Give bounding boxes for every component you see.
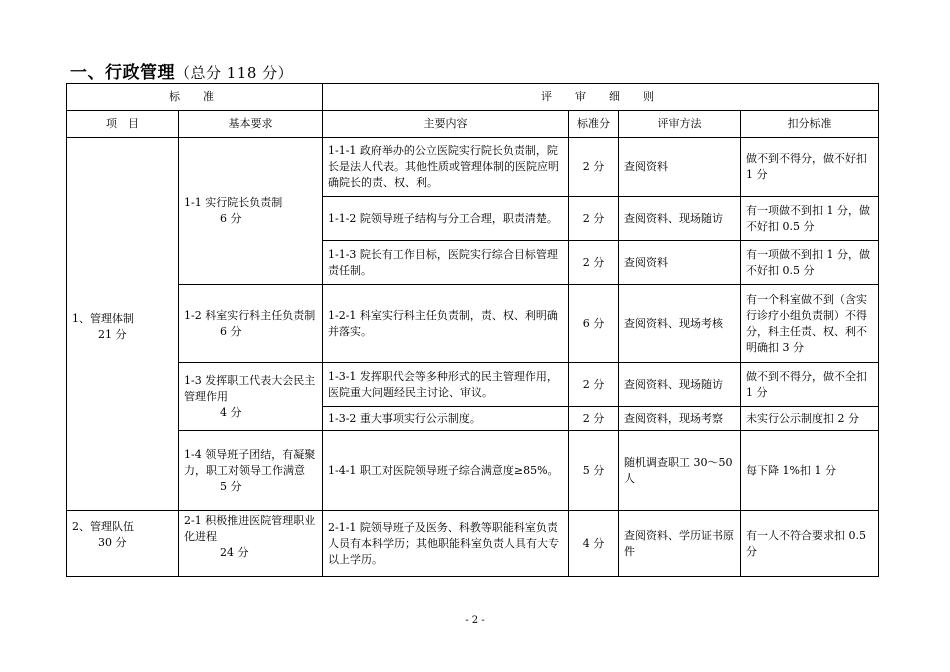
requirement-score: 5 分 [220,479,242,493]
header-content: 主要内容 [323,111,569,138]
header-requirement: 基本要求 [179,111,323,138]
table-row [67,431,879,511]
title-total-score: （总分 118 分） [175,64,294,82]
content-cell: 1-1-3 院长有工作目标，医院实行综合目标管理责任制。 [323,241,569,285]
table-row [67,363,879,407]
deduct-cell: 有一项做不到扣 1 分，做不好扣 0.5 分 [741,197,879,241]
requirement-score: 6 分 [220,324,242,338]
header-review-details: 评 审 细 则 [323,84,879,111]
table-header-group-row [67,84,879,111]
item-cell [67,138,179,511]
content-cell: 1-1-2 院领导班子结构与分工合理，职责清楚。 [323,197,569,241]
score-cell: 2 分 [569,138,619,197]
content-cell: 1-4-1 职工对医院领导班子综合满意度≥85%。 [323,431,569,511]
requirement-cell [179,138,323,285]
method-cell: 随机调查职工 30～50 人 [619,431,741,511]
requirement-name: 1-4 领导班子团结，有凝聚力，职工对领导工作满意 [184,447,316,477]
table-header-row [67,111,879,138]
score-cell: 2 分 [569,241,619,285]
method-cell: 查阅资料、现场考核 [619,285,741,363]
page-title [70,58,293,83]
requirement-cell [179,285,323,363]
score-cell: 2 分 [569,197,619,241]
method-cell: 查阅资料 [619,138,741,197]
requirement-cell [179,363,323,431]
requirement-score: 24 分 [220,546,249,559]
deduct-cell: 每下降 1%扣 1 分 [741,431,879,511]
header-method: 评审方法 [619,111,741,138]
content-cell: 1-2-1 科室实行科主任负责制，责、权、利明确并落实。 [323,285,569,363]
deduct-cell: 做不到不得分，做不好扣 1 分 [741,138,879,197]
deduct-cell: 有一人不符合要求扣 0.5 分 [741,511,879,577]
score-cell: 6 分 [569,285,619,363]
item-name: 2、管理队伍 [72,520,134,533]
method-cell: 查阅资料、现场随访 [619,197,741,241]
requirement-name: 1-1 实行院长负责制 [184,196,283,209]
evaluation-table [66,83,879,577]
deduct-cell: 做不到不得分，做不全扣 1 分 [741,363,879,407]
page-number: - 2 - [465,615,485,626]
deduct-cell: 有一个科室做不到（含实行诊疗小组负责制）不得分，科主任责、权、利不明确扣 3 分 [741,285,879,363]
item-score: 21 分 [98,328,127,341]
content-cell: 2-1-1 院领导班子及医务、科教等职能科室负责人员有本科学历；其他职能科室负责人具有大专以上学历。 [323,511,569,577]
score-cell: 4 分 [569,511,619,577]
method-cell: 查阅资料、现场随访 [619,363,741,407]
content-cell: 1-3-2 重大事项实行公示制度。 [323,407,569,431]
content-cell: 1-3-1 发挥职代会等多种形式的民主管理作用，医院重大问题经民主讨论、审议。 [323,363,569,407]
header-standard: 标 准 [67,84,323,111]
requirement-score: 4 分 [220,405,242,419]
requirement-score: 6 分 [220,212,242,225]
deduct-cell: 有一项做不到扣 1 分，做不好扣 0.5 分 [741,241,879,285]
header-item: 项 目 [67,111,179,138]
requirement-cell [179,431,323,511]
item-score: 30 分 [98,536,127,549]
header-deduct: 扣分标准 [741,111,879,138]
requirement-name: 1-3 发挥职工代表大会民主管理作用 [184,373,316,403]
method-cell: 查阅资料、学历证书原件 [619,511,741,577]
method-cell: 查阅资料 [619,241,741,285]
score-cell: 2 分 [569,363,619,407]
score-cell: 2 分 [569,407,619,431]
requirement-name: 2-1 积极推进医院管理职业化进程 [184,514,316,543]
title-main: 一、行政管理 [70,63,175,83]
method-cell: 查阅资料，现场考察 [619,407,741,431]
item-name: 1、管理体制 [72,312,134,325]
item-cell [67,511,179,577]
table-row [67,285,879,363]
table-row [67,138,879,197]
requirement-name: 1-2 科室实行科主任负责制 [184,308,316,322]
header-score: 标准分 [569,111,619,138]
score-cell: 5 分 [569,431,619,511]
deduct-cell: 未实行公示制度扣 2 分 [741,407,879,431]
content-cell: 1-1-1 政府举办的公立医院实行院长负责制，院长是法人代表。其他性质或管理体制的医院应明确院长的责、权、利。 [323,138,569,197]
table-row [67,511,879,577]
requirement-cell [179,511,323,577]
